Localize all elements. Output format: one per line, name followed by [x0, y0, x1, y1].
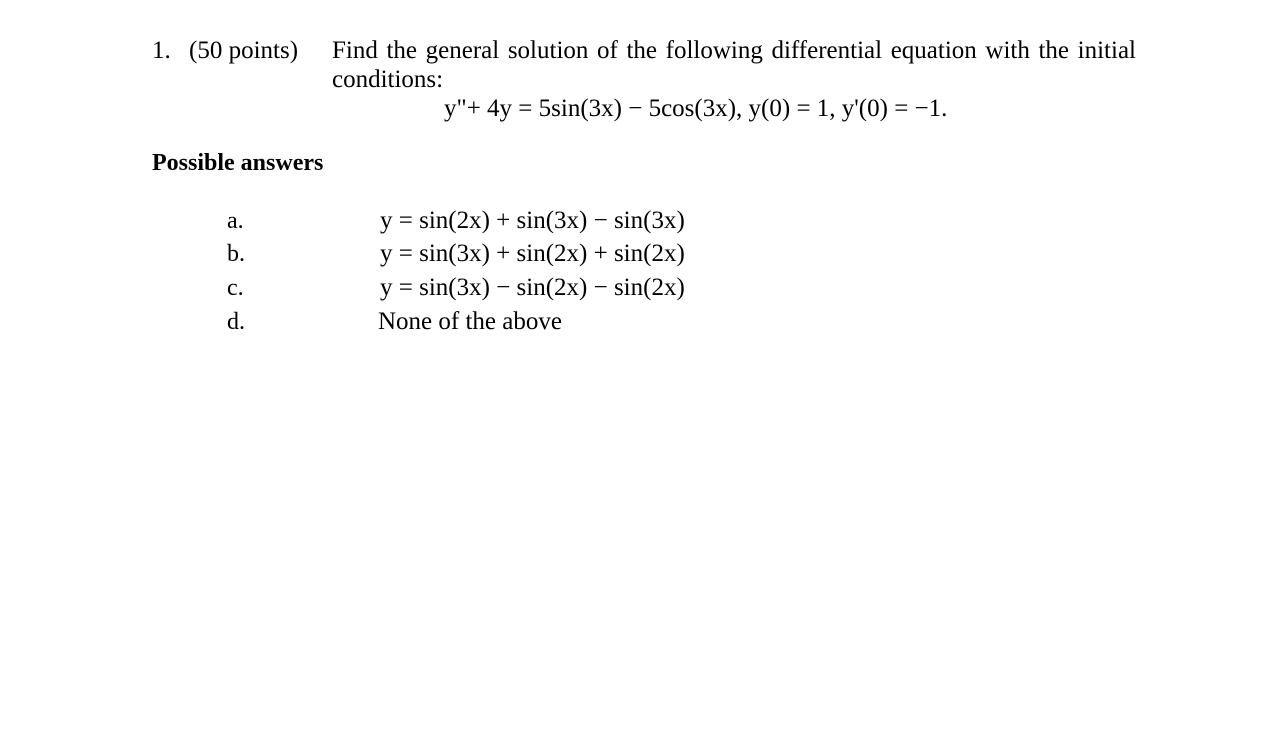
question-points: (50 points) [189, 37, 299, 64]
answer-text: y = sin(2x) + sin(3x) − sin(3x) [380, 207, 685, 234]
answer-option-d [0, 307, 1284, 341]
answer-letter: c. [227, 275, 244, 301]
answer-letter: b. [227, 241, 245, 267]
question-text: Find the general solution of the following differential equation with the initial conditions: [332, 37, 1136, 93]
answer-option-a [0, 206, 1284, 240]
question-equation: y"+ 4y = 5sin(3x) − 5cos(3x), y(0) = 1, y'(0) = −1. [444, 95, 948, 122]
question-number: 1. [152, 37, 171, 64]
answer-option-c [0, 273, 1284, 307]
answer-letter: d. [227, 309, 245, 335]
answer-option-b [0, 239, 1284, 273]
answer-text: y = sin(3x) − sin(2x) − sin(2x) [380, 274, 685, 301]
answers-heading: Possible answers [152, 150, 324, 176]
answer-letter: a. [227, 208, 244, 234]
answer-text: None of the above [378, 308, 562, 335]
answer-text: y = sin(3x) + sin(2x) + sin(2x) [380, 240, 685, 267]
